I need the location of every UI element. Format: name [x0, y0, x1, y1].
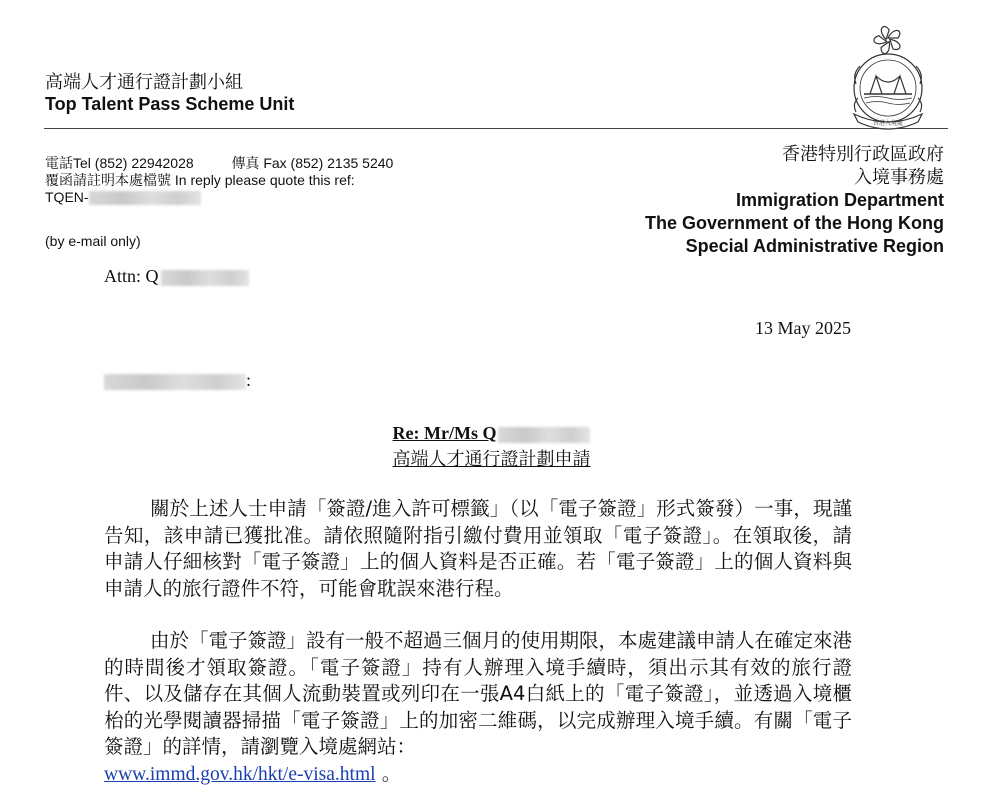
redacted-re-name [498, 427, 590, 443]
hksar-zh: 香港特別行政區政府 [782, 144, 944, 165]
govt-en-line2: Special Administrative Region [685, 236, 944, 256]
redacted-ref [89, 191, 201, 205]
re-subject: 高端人才通行證計劃申請 [392, 449, 591, 469]
re-line: Re: Mr/Ms Q [392, 423, 497, 443]
letter-date: 13 May 2025 [755, 318, 851, 338]
ref-label: 覆函請註明本處檔號 In reply please quote this ref: [45, 172, 355, 188]
redacted-salutation [104, 374, 246, 390]
attn-line [104, 266, 249, 287]
fax-number: 傳真 Fax (852) 2135 5240 [231, 155, 394, 171]
unit-name-zh: 高端人才通行證計劃小組 [45, 72, 243, 93]
delivery-note: (by e-mail only) [45, 233, 141, 249]
paragraph-approval-text: 關於上述人士申請「簽證/進入許可標籤」（以「電子簽證」形式簽發）一事，現謹告知，該申請已獲批准。請依照隨附指引繳付費用並領取「電子簽證」。在領取後，請申請人仔細核對「電子簽證」上的個人資料是否正確。若「電子簽證」上的個人資料與申請人的旅行證件不符，可能會耽誤來港行程。 [104, 497, 852, 600]
tel-number: 電話Tel (852) 22942028 [45, 155, 194, 171]
paragraph-usage [104, 628, 852, 788]
salutation-colon: : [246, 370, 252, 390]
govt-en-line1: The Government of the Hong Kong [645, 213, 944, 233]
subject-block [0, 420, 983, 472]
emblem-icon [840, 18, 936, 130]
attn-text: Attn: Q [104, 266, 159, 286]
unit-name-en: Top Talent Pass Scheme Unit [45, 94, 295, 114]
evisa-link[interactable]: www.immd.gov.hk/hkt/e-visa.html [104, 763, 376, 785]
contact-block [45, 155, 393, 206]
paragraph-approval [104, 496, 852, 602]
government-block [645, 143, 944, 258]
salutation [104, 370, 251, 391]
ref-prefix: TQEN- [45, 189, 89, 205]
header-divider [44, 128, 948, 129]
paragraph-usage-end: 。 [375, 761, 402, 785]
redacted-name [161, 270, 249, 286]
paragraph-usage-text: 由於「電子簽證」設有一般不超過三個月的使用期限，本處建議申請人在確定來港的時間後才領取簽證。「電子簽證」持有人辦理入境手續時，須出示其有效的旅行證件、以及儲存在其個人流動裝置或列印在一張A4白紙上的「電子簽證」，並透過入境櫃枱的光學閱讀器掃描「電子簽證」上的加密二維碼，以完成辦理入境手續。有關「電子簽證」的詳情，請瀏覽入境處網站： [104, 629, 853, 758]
dept-en: Immigration Department [735, 190, 944, 210]
emblem-caption: 香港入境處 [872, 120, 904, 127]
dept-zh: 入境事務處 [854, 167, 944, 188]
